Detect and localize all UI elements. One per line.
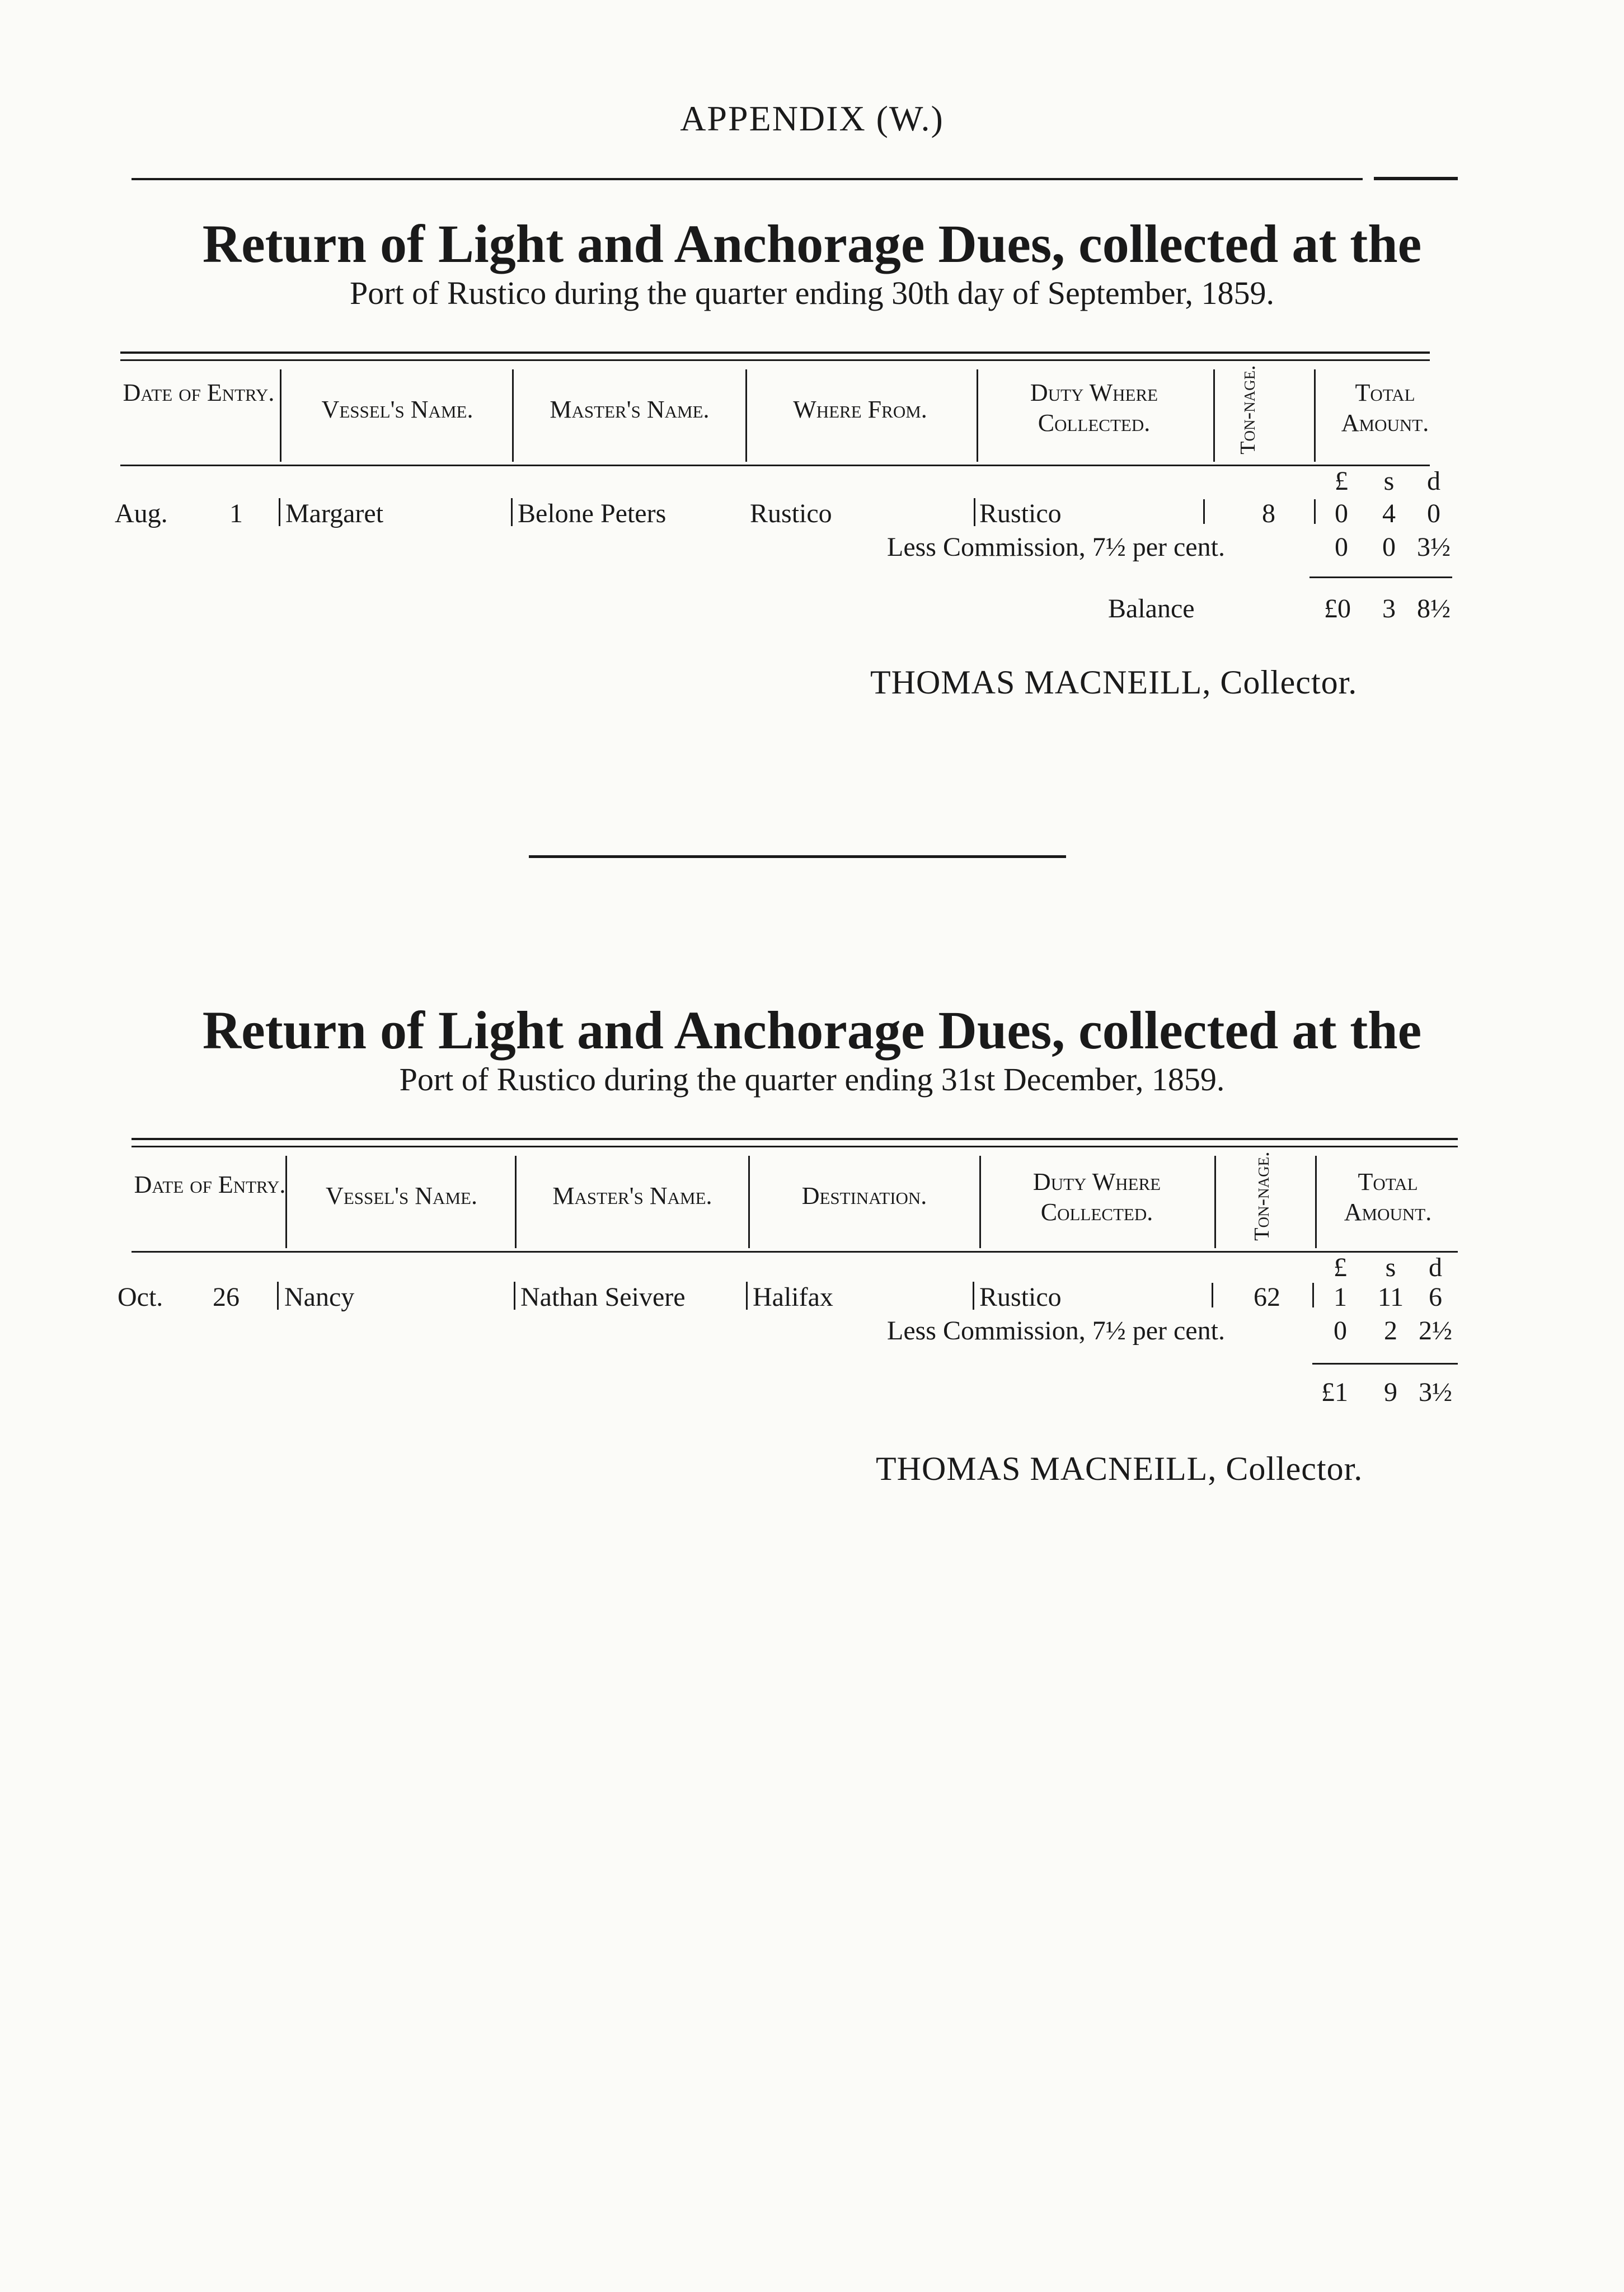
tonnage: 8 bbox=[1262, 499, 1275, 528]
header-master: Master's Name. bbox=[550, 396, 710, 423]
pence-unit: d bbox=[1429, 1253, 1442, 1282]
balance-pounds: £1 bbox=[1321, 1377, 1348, 1407]
column-divider bbox=[748, 1156, 750, 1248]
cell-divider bbox=[511, 498, 513, 526]
shillings-unit: s bbox=[1385, 1253, 1396, 1282]
balance-pence: 3½ bbox=[1419, 1377, 1452, 1407]
amount-shillings: 11 bbox=[1377, 1282, 1404, 1312]
column-divider bbox=[285, 1156, 287, 1248]
sum-rule bbox=[1312, 1363, 1458, 1365]
where-from: Rustico bbox=[750, 499, 832, 528]
table-top-rule bbox=[120, 351, 1430, 354]
cell-divider bbox=[1314, 499, 1316, 524]
column-divider bbox=[512, 369, 514, 462]
header-rule-end bbox=[1374, 177, 1458, 180]
sum-rule bbox=[1309, 576, 1452, 578]
amount-pence: 0 bbox=[1427, 499, 1440, 528]
balance-pence: 8½ bbox=[1417, 594, 1451, 624]
column-divider bbox=[745, 369, 747, 462]
entry-month: Aug. bbox=[115, 499, 168, 528]
column-divider bbox=[1213, 369, 1215, 462]
tonnage: 62 bbox=[1254, 1282, 1280, 1312]
collector-signature: THOMAS MACNEILL, Collector. bbox=[876, 1450, 1363, 1487]
header-vessel: Vessel's Name. bbox=[321, 396, 473, 423]
pounds-unit: £ bbox=[1334, 1253, 1347, 1282]
commission-shillings: 0 bbox=[1382, 532, 1396, 562]
header-where-from: Where From. bbox=[793, 396, 927, 423]
section-separator bbox=[529, 855, 1066, 858]
cell-divider bbox=[277, 1282, 279, 1310]
entry-month: Oct. bbox=[118, 1282, 163, 1312]
amount-pence: 6 bbox=[1429, 1282, 1442, 1312]
header-total: Total Amount. bbox=[1341, 379, 1429, 437]
column-divider bbox=[977, 369, 978, 462]
column-divider bbox=[1214, 1156, 1216, 1248]
header-duty-collected: Duty Where Collected. bbox=[1030, 379, 1158, 437]
commission-label: Less Commission, 7½ per cent. bbox=[887, 1316, 1225, 1346]
cell-divider bbox=[1212, 1283, 1213, 1307]
column-divider bbox=[1314, 369, 1316, 462]
shillings-unit: s bbox=[1383, 466, 1395, 496]
commission-pence: 3½ bbox=[1417, 532, 1451, 562]
column-divider bbox=[515, 1156, 517, 1248]
amount-pounds: 1 bbox=[1334, 1282, 1347, 1312]
header-tonnage: Ton-nage. bbox=[1236, 365, 1260, 454]
section-title: Return of Light and Anchorage Dues, collected at the bbox=[202, 1000, 1422, 1060]
header-date: Date of Entry. bbox=[134, 1171, 286, 1198]
header-rule bbox=[132, 178, 1363, 180]
commission-pounds: 0 bbox=[1335, 532, 1348, 562]
table-header-bottom-rule bbox=[132, 1251, 1458, 1253]
destination: Halifax bbox=[753, 1282, 833, 1312]
amount-shillings: 4 bbox=[1382, 499, 1396, 528]
pounds-unit: £ bbox=[1335, 466, 1348, 496]
cell-divider bbox=[1203, 499, 1205, 524]
master-name: Nathan Seivere bbox=[520, 1282, 686, 1312]
vessel-name: Margaret bbox=[285, 499, 384, 528]
balance-shillings: 3 bbox=[1382, 594, 1396, 624]
amount-pounds: 0 bbox=[1335, 499, 1348, 528]
commission-label: Less Commission, 7½ per cent. bbox=[887, 532, 1225, 562]
balance-shillings: 9 bbox=[1384, 1377, 1397, 1407]
header-total: Total Amount. bbox=[1344, 1168, 1432, 1226]
header-date: Date of Entry. bbox=[123, 379, 275, 406]
cell-divider bbox=[279, 498, 280, 526]
balance-pounds: £0 bbox=[1324, 594, 1351, 624]
column-divider bbox=[1315, 1156, 1317, 1248]
header-vessel: Vessel's Name. bbox=[326, 1182, 477, 1210]
column-divider bbox=[979, 1156, 981, 1248]
commission-pounds: 0 bbox=[1334, 1316, 1347, 1346]
appendix-title: APPENDIX (W.) bbox=[680, 99, 944, 138]
header-destination: Destination. bbox=[801, 1182, 927, 1210]
section-title: Return of Light and Anchorage Dues, collected at the bbox=[202, 214, 1422, 274]
entry-day: 26 bbox=[213, 1282, 240, 1312]
cell-divider bbox=[514, 1282, 515, 1310]
pence-unit: d bbox=[1427, 466, 1440, 496]
header-duty-collected: Duty Where Collected. bbox=[1032, 1168, 1161, 1226]
commission-shillings: 2 bbox=[1384, 1316, 1397, 1346]
duty-collected: Rustico bbox=[979, 499, 1062, 528]
cell-divider bbox=[974, 498, 975, 526]
section-subtitle: Port of Rustico during the quarter ending 30th day of September, 1859. bbox=[350, 275, 1274, 311]
collector-signature: THOMAS MACNEILL, Collector. bbox=[870, 664, 1358, 701]
vessel-name: Nancy bbox=[284, 1282, 355, 1312]
cell-divider bbox=[1312, 1283, 1314, 1307]
cell-divider bbox=[973, 1282, 974, 1310]
commission-pence: 2½ bbox=[1419, 1316, 1452, 1346]
section-subtitle: Port of Rustico during the quarter ending 31st December, 1859. bbox=[399, 1061, 1225, 1098]
entry-day: 1 bbox=[229, 499, 243, 528]
duty-collected: Rustico bbox=[979, 1282, 1062, 1312]
balance-label: Balance bbox=[1108, 594, 1195, 624]
table-header-bottom-rule bbox=[120, 465, 1430, 466]
table-top-rule-2 bbox=[120, 359, 1430, 361]
header-tonnage: Ton-nage. bbox=[1250, 1151, 1274, 1241]
cell-divider bbox=[746, 1282, 748, 1310]
column-divider bbox=[280, 369, 281, 462]
header-master: Master's Name. bbox=[552, 1182, 712, 1210]
master-name: Belone Peters bbox=[518, 499, 667, 528]
